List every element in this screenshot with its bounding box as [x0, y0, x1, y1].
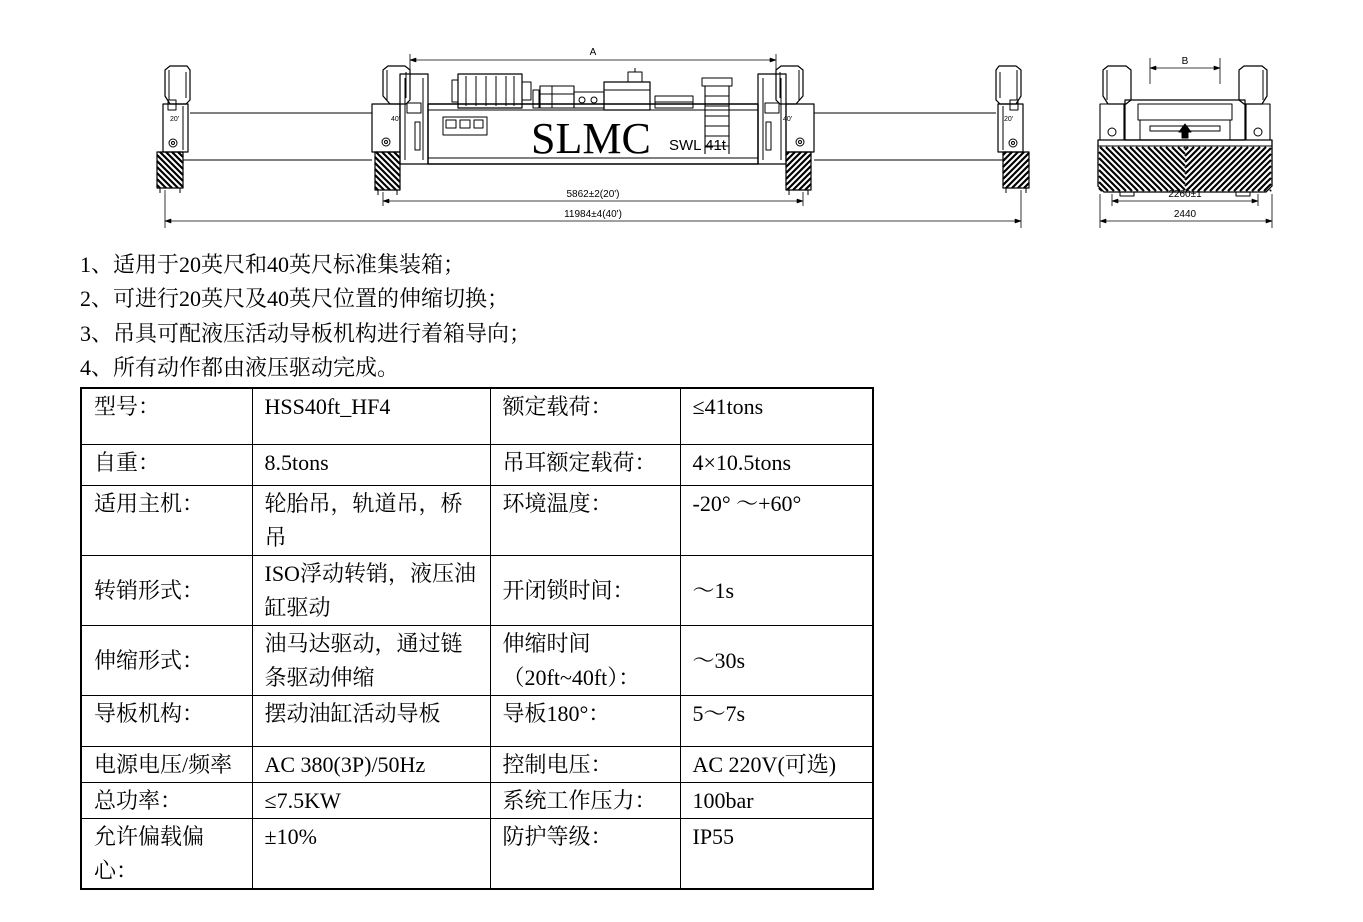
far-end-right-hatch-line — [1006, 165, 1029, 188]
end-view-top-bar — [1138, 104, 1232, 120]
spec-value: 8.5tons — [252, 444, 490, 485]
filter — [628, 72, 642, 82]
mark-20ft-left: 20' — [170, 116, 180, 123]
spec-label: 控制电压： — [490, 746, 680, 782]
motor-coupling — [522, 82, 531, 100]
motor-end-cap — [452, 80, 458, 102]
spec-label: 适用主机： — [81, 485, 252, 555]
spec-value: 5～7s — [680, 695, 873, 746]
dim-outer-arrow — [1100, 219, 1106, 223]
spec-value: ISO浮动转销，液压油缸驱动 — [252, 555, 490, 625]
spec-label: 防护等级： — [490, 818, 680, 889]
spec-label: 导板机构： — [81, 695, 252, 746]
spec-value: HSS40ft_HF4 — [252, 388, 490, 444]
spec-row-total-power — [81, 782, 873, 818]
spec-label: 吊耳额定载荷： — [490, 444, 680, 485]
feature-item: 2、可进行20英尺及40英尺位置的伸缩切换； — [80, 286, 510, 312]
far-end-left-pin — [169, 139, 177, 147]
center-end-left-slot — [415, 122, 420, 150]
end-view-hatch-line — [1270, 190, 1271, 191]
end-view-end-plate-right — [1246, 104, 1270, 140]
center-end-left-hatch-line — [394, 152, 400, 158]
spec-label: 额定载荷： — [490, 388, 680, 444]
spec-row-telescopic — [81, 625, 873, 695]
center-mark-arrow — [1179, 124, 1191, 132]
far-end-left-hinge — [168, 100, 176, 110]
motor-body — [458, 74, 522, 108]
control-box — [604, 82, 650, 110]
spec-row-model — [81, 388, 873, 444]
feature-list — [80, 248, 531, 385]
spec-label: 型号： — [81, 388, 252, 444]
spec-value: ～1s — [680, 555, 873, 625]
nameplate-cell — [474, 120, 483, 128]
spreader-drawing — [0, 0, 1363, 240]
center-end-right-hatch-line — [799, 178, 811, 190]
spec-row-guide — [81, 695, 873, 746]
spec-value: ≤7.5KW — [252, 782, 490, 818]
far-end-left-pin-center — [172, 142, 175, 145]
spec-value: 油马达驱动，通过链条驱动伸缩 — [252, 625, 490, 695]
center-end-right-arm-plate — [786, 104, 814, 152]
far-end-right-pin-center — [1012, 142, 1015, 145]
dim-20ft-arrow — [383, 199, 389, 203]
dim-a-arrow — [770, 58, 776, 62]
spec-label: 伸缩时间（20ft~40ft）： — [490, 625, 680, 695]
end-view-pin-left — [1108, 128, 1116, 136]
far-end-right-end-plate — [998, 104, 1023, 152]
end-view-hatch-line — [1185, 147, 1224, 186]
mark-40ft-right: 40' — [783, 116, 793, 123]
spec-table — [80, 387, 874, 890]
spec-value: ±10% — [252, 818, 490, 889]
dimension-inner-width-label: 2260±1 — [1168, 189, 1202, 200]
spec-value: 100bar — [680, 782, 873, 818]
center-end-right-hatch-line — [805, 184, 811, 190]
dimension-20ft-label: 5862±2(20') — [566, 189, 620, 200]
dim-b-arrow — [1150, 66, 1156, 70]
spec-value: AC 220V(可选) — [680, 746, 873, 782]
nameplate-cell — [446, 120, 456, 128]
end-view-hatch-line — [1099, 152, 1138, 191]
spec-value: -20° ～+60° — [680, 485, 873, 555]
far-end-left-hatch-line — [160, 152, 183, 175]
far-end-right-hinge — [1010, 100, 1018, 110]
dim-outer-arrow — [1266, 219, 1272, 223]
spec-value: AC 380(3P)/50Hz — [252, 746, 490, 782]
far-end-right-pin — [1009, 139, 1017, 147]
spec-value: 轮胎吊，轨道吊，桥吊 — [252, 485, 490, 555]
dim-inner-arrow — [1252, 199, 1258, 203]
brand-logo-text: SLMC — [531, 114, 651, 163]
drawing-labels — [170, 47, 1202, 220]
spec-label: 自重： — [81, 444, 252, 485]
spec-label: 开闭锁时间： — [490, 555, 680, 625]
far-end-left-hatch-line — [178, 152, 183, 157]
center-end-left-pin — [382, 138, 390, 146]
spec-row-weight — [81, 444, 873, 485]
center-end-right-pin — [796, 138, 804, 146]
valve-knob — [579, 97, 585, 103]
center-end-right-end-post — [758, 74, 786, 164]
spec-label: 允许偏载偏心： — [81, 818, 252, 889]
dim-b-arrow — [1214, 66, 1220, 70]
end-view-hatch-line — [1099, 188, 1102, 191]
center-mark-base — [1182, 132, 1188, 138]
center-end-left-end-post — [400, 74, 428, 164]
spec-label: 总功率： — [81, 782, 252, 818]
center-end-right-pin-center — [799, 141, 802, 144]
center-end-left-arm-plate — [372, 104, 400, 152]
end-view-pin-right — [1254, 128, 1262, 136]
spec-label: 电源电压/频率 — [81, 746, 252, 782]
spec-value: 4×10.5tons — [680, 444, 873, 485]
far-end-right-hatch-line — [1024, 183, 1029, 188]
spec-row-host — [81, 485, 873, 555]
dim-a-arrow — [410, 58, 416, 62]
spec-value: IP55 — [680, 818, 873, 889]
ladder-top — [702, 78, 732, 86]
dimension-b-label: B — [1181, 56, 1189, 67]
spec-label: 伸缩形式： — [81, 625, 252, 695]
spec-row-eccentricity — [81, 818, 873, 889]
center-end-right-slot — [766, 122, 771, 150]
dimension-outer-width-label: 2440 — [1173, 209, 1197, 220]
spec-value: ≤41tons — [680, 388, 873, 444]
spec-label: 导板180°： — [490, 695, 680, 746]
dimension-40ft-label: 11984±4(40') — [564, 209, 622, 220]
feature-item: 4、所有动作都由液压驱动完成。 — [80, 354, 400, 380]
mark-20ft-right: 20' — [1004, 116, 1014, 123]
center-end-left-label-plate — [407, 103, 421, 113]
far-end-left-end-plate — [163, 104, 188, 152]
dimension-a-label: A — [589, 47, 597, 58]
feature-item: 3、吊具可配液压活动导板机构进行着箱导向； — [80, 320, 532, 346]
spec-row-power — [81, 746, 873, 782]
safe-working-load-label: SWL 41t — [669, 137, 726, 154]
far-end-right-hatch-line — [1018, 177, 1029, 188]
mark-40ft-left: 40' — [391, 116, 401, 123]
spec-value: 摆动油缸活动导板 — [252, 695, 490, 746]
center-end-left-pin-center — [385, 141, 388, 144]
nameplate-cell — [460, 120, 470, 128]
oil-tank — [533, 90, 539, 108]
dim-40ft-arrow — [165, 219, 171, 223]
end-view-hatch-line — [1184, 147, 1185, 148]
spec-row-twistlock — [81, 555, 873, 625]
far-end-left-hatch-line — [172, 152, 183, 163]
center-end-right-label-plate — [765, 103, 779, 113]
spec-value: ～30s — [680, 625, 873, 695]
valve-knob — [591, 97, 597, 103]
spec-label: 系统工作压力： — [490, 782, 680, 818]
spec-label: 环境温度： — [490, 485, 680, 555]
dim-40ft-arrow — [1015, 219, 1021, 223]
dim-20ft-arrow — [797, 199, 803, 203]
spec-label: 转销形式： — [81, 555, 252, 625]
end-view-end-plate-left — [1100, 104, 1124, 140]
center-end-left-hatch-line — [388, 152, 400, 164]
feature-item: 1、适用于20英尺和40英尺标准集装箱； — [80, 252, 466, 277]
dim-inner-arrow — [1112, 199, 1118, 203]
